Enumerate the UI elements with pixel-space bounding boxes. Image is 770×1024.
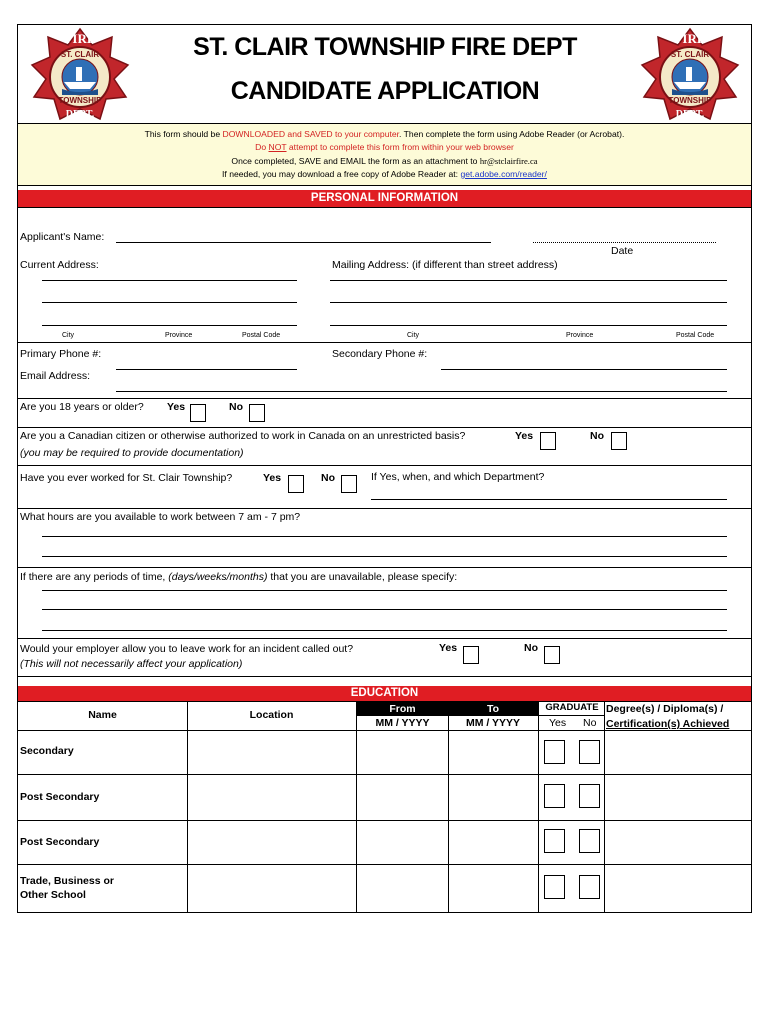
current-city-caption: City xyxy=(62,332,75,339)
col-degree-header-1: Degree(s) / Diploma(s) / xyxy=(606,703,724,715)
logo-text-ring-bottom: TOWNSHIP xyxy=(58,96,102,105)
post-secondary-1-grad-no-checkbox[interactable] xyxy=(579,784,600,808)
table-row-divider xyxy=(18,774,751,775)
col-graduate-header: GRADUATE xyxy=(545,702,599,713)
age-no-label: No xyxy=(229,401,243,413)
unavailable-field-line-2[interactable] xyxy=(42,609,727,610)
post-secondary-1-grad-yes-checkbox[interactable] xyxy=(544,784,565,808)
citizen-yes-label: Yes xyxy=(515,430,534,442)
unavailable-question: If there are any periods of time, (days/weeks/months) that you are unavailable, please specify: xyxy=(20,571,458,583)
table-row-divider xyxy=(18,864,751,865)
email-label: Email Address: xyxy=(20,370,91,382)
worked-no-label: No xyxy=(321,472,335,484)
post-secondary-2-grad-yes-checkbox[interactable] xyxy=(544,829,565,853)
secondary-phone-field[interactable] xyxy=(441,369,727,370)
mailing-postal-caption: Postal Code xyxy=(676,332,715,339)
col-location-header: Location xyxy=(249,709,294,721)
unavailable-field-line-3[interactable] xyxy=(42,630,727,631)
employer-yes-label: Yes xyxy=(439,642,458,654)
divider xyxy=(18,342,751,343)
col-to-format: MM / YYYY xyxy=(465,717,521,729)
logo-text-fire: FIRE xyxy=(674,31,706,46)
logo-text-ring-bottom: TOWNSHIP xyxy=(668,96,712,105)
date-label: Date xyxy=(611,245,634,257)
col-from-format: MM / YYYY xyxy=(375,717,430,729)
table-col-divider xyxy=(187,701,188,912)
divider xyxy=(18,676,751,677)
date-field[interactable] xyxy=(533,242,716,243)
col-name-header: Name xyxy=(88,709,117,721)
table-col-divider xyxy=(538,701,539,912)
age-no-checkbox[interactable] xyxy=(249,404,265,422)
logo-text-dept: DEPT. xyxy=(675,109,705,120)
current-address-line-2[interactable] xyxy=(42,302,297,303)
unavailable-field-line-1[interactable] xyxy=(42,590,727,591)
row-post-secondary-1-label: Post Secondary xyxy=(20,791,100,803)
current-address-line-3[interactable] xyxy=(42,325,297,326)
citizen-note: (you may be required to provide documentation) xyxy=(20,447,244,459)
logo-text-fire: FIRE xyxy=(64,31,96,46)
employer-yes-checkbox[interactable] xyxy=(463,646,479,664)
row-post-secondary-2-label: Post Secondary xyxy=(20,836,100,848)
post-secondary-2-grad-no-checkbox[interactable] xyxy=(579,829,600,853)
notice-line-2: Do NOT attempt to complete this form from within your web browser xyxy=(255,142,514,152)
divider xyxy=(18,427,751,428)
mailing-province-caption: Province xyxy=(566,332,594,339)
hours-field-line-2[interactable] xyxy=(42,556,727,557)
divider xyxy=(18,465,751,466)
applicant-name-field[interactable] xyxy=(116,242,491,243)
divider xyxy=(18,638,751,639)
col-graduate-no: No xyxy=(583,717,597,729)
current-address-line-1[interactable] xyxy=(42,280,297,281)
mailing-address-label: Mailing Address: (if different than street address) xyxy=(332,259,558,271)
trade-grad-yes-checkbox[interactable] xyxy=(544,875,565,899)
mailing-address-line-3[interactable] xyxy=(330,325,727,326)
citizen-no-label: No xyxy=(590,430,604,442)
logo-text-dept: DEPT. xyxy=(65,109,95,120)
col-graduate-yes: Yes xyxy=(549,717,567,729)
divider xyxy=(18,207,751,208)
secondary-phone-label: Secondary Phone #: xyxy=(332,348,428,360)
adobe-reader-link[interactable]: get.adobe.com/reader/ xyxy=(460,169,547,179)
fire-dept-logo-right xyxy=(638,27,742,123)
current-province-caption: Province xyxy=(165,332,193,339)
table-col-divider xyxy=(604,701,605,912)
citizen-no-checkbox[interactable] xyxy=(611,432,627,450)
citizen-question: Are you a Canadian citizen or otherwise authorized to work in Canada on an unrestricted basis? xyxy=(20,430,466,442)
fire-dept-logo-left xyxy=(28,27,132,123)
primary-phone-field[interactable] xyxy=(116,369,297,370)
instructions-notice xyxy=(18,123,751,186)
worked-when-field[interactable] xyxy=(371,499,727,500)
employer-question: Would your employer allow you to leave work for an incident called out? xyxy=(20,643,354,655)
mailing-address-line-1[interactable] xyxy=(330,280,727,281)
table-col-divider xyxy=(448,701,449,912)
education-table xyxy=(18,701,751,912)
applicant-name-label: Applicant's Name: xyxy=(20,231,105,243)
row-trade-label-2: Other School xyxy=(20,889,86,901)
table-header-divider xyxy=(18,730,751,731)
page-title-line1: ST. CLAIR TOWNSHIP FIRE DEPT xyxy=(193,33,577,61)
divider xyxy=(18,508,751,509)
logo-text-ring-top: ST. CLAIR xyxy=(60,50,100,59)
logo-text-ring-top: ST. CLAIR xyxy=(670,50,710,59)
current-address-label: Current Address: xyxy=(20,259,99,271)
row-secondary-label: Secondary xyxy=(20,745,74,757)
current-postal-caption: Postal Code xyxy=(242,332,281,339)
employer-no-checkbox[interactable] xyxy=(544,646,560,664)
trade-grad-no-checkbox[interactable] xyxy=(579,875,600,899)
citizen-yes-checkbox[interactable] xyxy=(540,432,556,450)
worked-yes-checkbox[interactable] xyxy=(288,475,304,493)
primary-phone-label: Primary Phone #: xyxy=(20,348,102,360)
age-question: Are you 18 years or older? xyxy=(20,401,144,413)
email-field[interactable] xyxy=(116,391,727,392)
row-trade-label-1: Trade, Business or xyxy=(20,875,114,887)
worked-yes-label: Yes xyxy=(263,472,282,484)
employer-note: (This will not necessarily affect your application) xyxy=(20,658,243,670)
table-col-divider xyxy=(356,701,357,912)
worked-question: Have you ever worked for St. Clair Township? xyxy=(20,472,233,484)
section-education: EDUCATION xyxy=(18,686,751,701)
age-yes-checkbox[interactable] xyxy=(190,404,206,422)
secondary-grad-no-checkbox[interactable] xyxy=(579,740,600,764)
col-degree-header-2: Certification(s) Achieved xyxy=(606,718,730,730)
hours-field-line-1[interactable] xyxy=(42,536,727,537)
email-link[interactable]: hr@stclairfire.ca xyxy=(479,156,538,166)
worked-when-label: If Yes, when, and which Department? xyxy=(371,471,545,483)
divider xyxy=(18,567,751,568)
worked-no-checkbox[interactable] xyxy=(341,475,357,493)
secondary-grad-yes-checkbox[interactable] xyxy=(544,740,565,764)
age-yes-label: Yes xyxy=(167,401,186,413)
section-personal-information: PERSONAL INFORMATION xyxy=(18,190,751,207)
notice-line-1: This form should be DOWNLOADED and SAVED to your computer. Then complete the form using Adobe Reader (or Acrobat). xyxy=(144,129,625,139)
notice-line-4: If needed, you may download a free copy of Adobe Reader at: get.adobe.com/reader/ xyxy=(222,169,547,179)
notice-line-3: Once completed, SAVE and EMAIL the form as an attachment to hr@stclairfire.ca xyxy=(231,156,538,166)
mailing-city-caption: City xyxy=(407,332,420,339)
hours-question: What hours are you available to work between 7 am - 7 pm? xyxy=(20,511,301,523)
col-to-header: To xyxy=(486,703,500,715)
table-row-divider xyxy=(18,820,751,821)
graduate-header-divider xyxy=(539,715,604,716)
employer-no-label: No xyxy=(524,642,538,654)
page-title-line2: CANDIDATE APPLICATION xyxy=(230,77,540,105)
divider xyxy=(18,398,751,399)
mailing-address-line-2[interactable] xyxy=(330,302,727,303)
col-from-header: From xyxy=(389,703,416,715)
